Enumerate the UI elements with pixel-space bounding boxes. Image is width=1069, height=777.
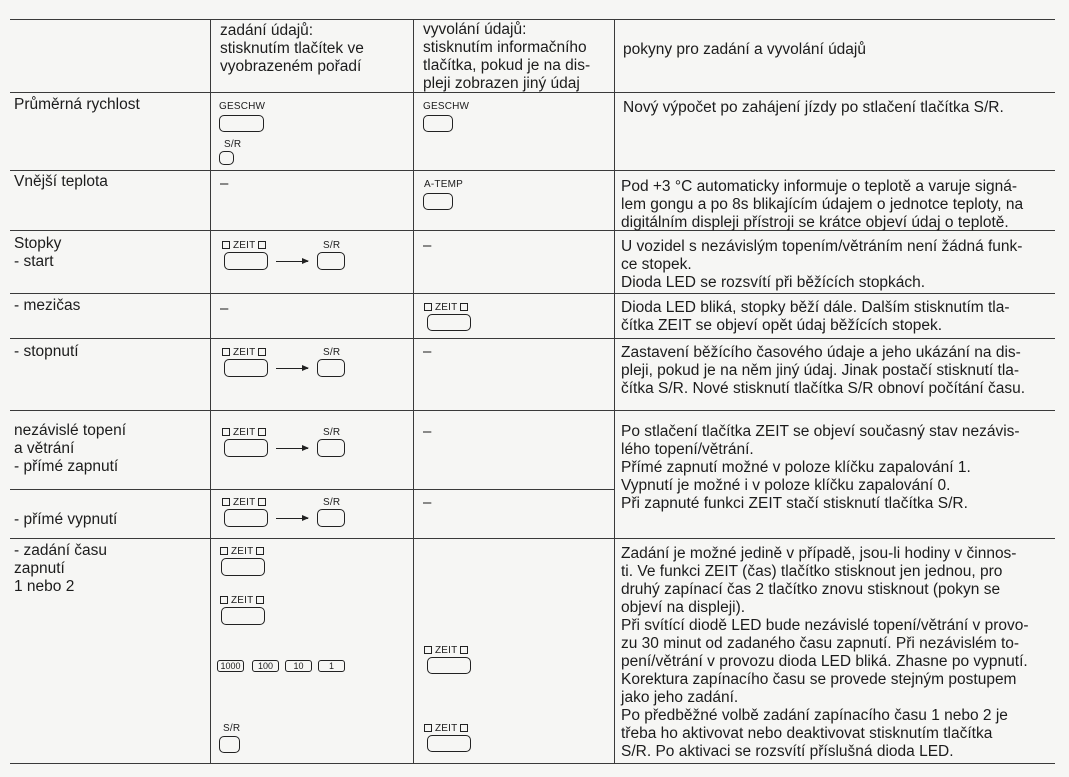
led-indicator [258,241,266,249]
geschw-button[interactable] [219,115,264,132]
header-recall-column: vyvolání údajů: stisknutím informačního tlačítka, pokud je na dis- pleji zobrazen jiný údaj [423,21,591,92]
key-label: A-TEMP [424,179,463,190]
led-indicator [222,428,230,436]
empty-dash: – [423,237,432,254]
led-indicator [256,596,264,604]
digit-button-1000[interactable]: 1000 [217,660,244,672]
key-label: S/R [224,139,242,150]
row-label-lap-time: - mezičas [14,297,81,314]
arrow-icon [276,368,308,369]
zeit-button[interactable] [224,439,268,457]
led-indicator [222,348,230,356]
key-label: S/R [323,427,341,438]
sr-button[interactable] [219,736,240,753]
digit-button-100[interactable]: 100 [252,660,279,672]
key-label: ZEIT [217,595,267,606]
key-label: S/R [223,723,241,734]
zeit-button[interactable] [221,558,265,576]
led-indicator [220,596,228,604]
empty-dash: – [423,494,432,511]
table-top-rule [10,19,1055,20]
led-indicator [460,303,468,311]
key-label: GESCHW [423,101,470,112]
key-label: GESCHW [219,101,266,112]
row-label-heater-off: - přímé vypnutí [14,511,118,528]
geschw-button[interactable] [423,115,453,132]
column-divider [210,19,211,763]
column-divider [614,19,615,763]
led-indicator [424,724,432,732]
row-label-set-time: - zadání času zapnutí 1 nebo 2 [14,542,108,595]
empty-dash: – [220,300,229,317]
digit-button-10[interactable]: 10 [285,660,312,672]
empty-dash: – [220,175,229,192]
sr-button[interactable] [317,439,345,457]
table-bottom-rule [10,763,1055,764]
instruction-text: Zastavení běžícího časového údaje a jeho ukázání na dis- pleji, pokud je na něm jiný údaj. Jinak postačí stisknutí tla- čítka S/R. Nové stisknutí tlačítka S/R obnoví počítání času. [621,344,1026,397]
key-label: ZEIT [421,302,471,313]
row-divider [10,538,1055,539]
zeit-button[interactable] [224,359,268,377]
instruction-text: Dioda LED bliká, stopky běží dále. Dalším stisknutím tla- čítka ZEIT se objeví opět údaj běžících stopek. [621,299,1010,334]
row-divider-partial [10,489,614,490]
row-label-outside-temperature: Vnější teplota [14,173,108,190]
digit-button-1[interactable]: 1 [318,660,345,672]
led-indicator [222,241,230,249]
led-indicator [222,498,230,506]
empty-dash: – [423,423,432,440]
row-label-stop: - stopnutí [14,343,79,360]
zeit-button[interactable] [427,657,471,674]
row-label-average-speed: Průměrná rychlost [14,96,140,113]
column-divider [413,19,414,763]
row-divider [10,410,1055,411]
instruction-text: Zadání je možné jedině v případě, jsou-li hodiny v činnos- ti. Ve funkci ZEIT (čas) tlačítko stisknout jen jednou, pro druhý zapínací čas 2 tlačítko znovu stisknout (pokyn se objeví na displeji). Při svítící diodě LED bude nezávislé topení/větrání v provo- zu 30 minut od zadaného času zapnutí. Při nezávislém to- pení/větrání v provozu dioda LED bliká. Zhasne po vypnutí. Korektura zapínacího času se provede stejným postupem jako jeho zadání. Po předběžné volbě zadání zapínacího času 1 nebo 2 je třeba ho aktivovat nebo deaktivovat stisknutím tlačítka S/R. Po aktivaci se rozsvítí příslušná dioda LED. [621,545,1029,760]
key-label: ZEIT [219,347,269,358]
zeit-button[interactable] [427,314,471,331]
led-indicator [424,303,432,311]
led-indicator [460,724,468,732]
instruction-text: U vozidel s nezávislým topením/větráním není žádná funk- ce stopek. Dioda LED se rozsvítí při běžících stopkách. [621,238,1023,291]
row-label-stopwatch-start: Stopky - start [14,235,62,270]
led-indicator [256,547,264,555]
key-label: ZEIT [219,427,269,438]
arrow-icon [276,261,308,262]
row-label-heater-on: nezávislé topení a větrání - přímé zapnutí [14,422,127,475]
header-instructions-column: pokyny pro zadání a vyvolání údajů [623,41,866,58]
row-divider [10,170,1055,171]
sr-button[interactable] [317,509,345,527]
zeit-button[interactable] [427,735,471,752]
sr-button[interactable] [317,252,345,270]
instruction-text: Nový výpočet po zahájení jízdy po stlačení tlačítka S/R. [623,99,1004,116]
zeit-button[interactable] [221,607,265,625]
led-indicator [258,498,266,506]
row-divider [10,338,1055,339]
key-label: S/R [323,240,341,251]
instruction-text: Pod +3 °C automaticky informuje o teplotě a varuje signá- lem gongu a po 8s blikajícím údajem o jednotce teploty, na digitálním displeji přístroji se krátce objeví údaj o teplotě. [621,178,1024,231]
key-label: ZEIT [219,497,269,508]
row-divider [10,293,1055,294]
key-label: ZEIT [421,645,471,656]
sr-button[interactable] [219,151,234,165]
empty-dash: – [423,343,432,360]
led-indicator [220,547,228,555]
a-temp-button[interactable] [423,193,453,210]
zeit-button[interactable] [224,252,268,270]
instruction-text: Po stlačení tlačítka ZEIT se objeví současný stav nezávis- lého topení/větrání. Přímé zapnutí možné v poloze klíčku zapalování 1. Vypnutí je možné i v poloze klíčku zapalování 0. Při zapnuté funkci ZEIT stačí stisknutí tlačítka S/R. [621,423,1020,512]
key-label: S/R [323,497,341,508]
led-indicator [460,646,468,654]
led-indicator [258,428,266,436]
key-label: ZEIT [219,240,269,251]
arrow-icon [276,518,308,519]
header-input-column: zadání údajů: stisknutím tlačítek ve vyobrazeném pořadí [220,22,364,75]
zeit-button[interactable] [224,509,268,527]
led-indicator [258,348,266,356]
arrow-icon [276,448,308,449]
sr-button[interactable] [317,359,345,377]
key-label: S/R [323,347,341,358]
led-indicator [424,646,432,654]
key-label: ZEIT [217,546,267,557]
key-label: ZEIT [421,723,471,734]
